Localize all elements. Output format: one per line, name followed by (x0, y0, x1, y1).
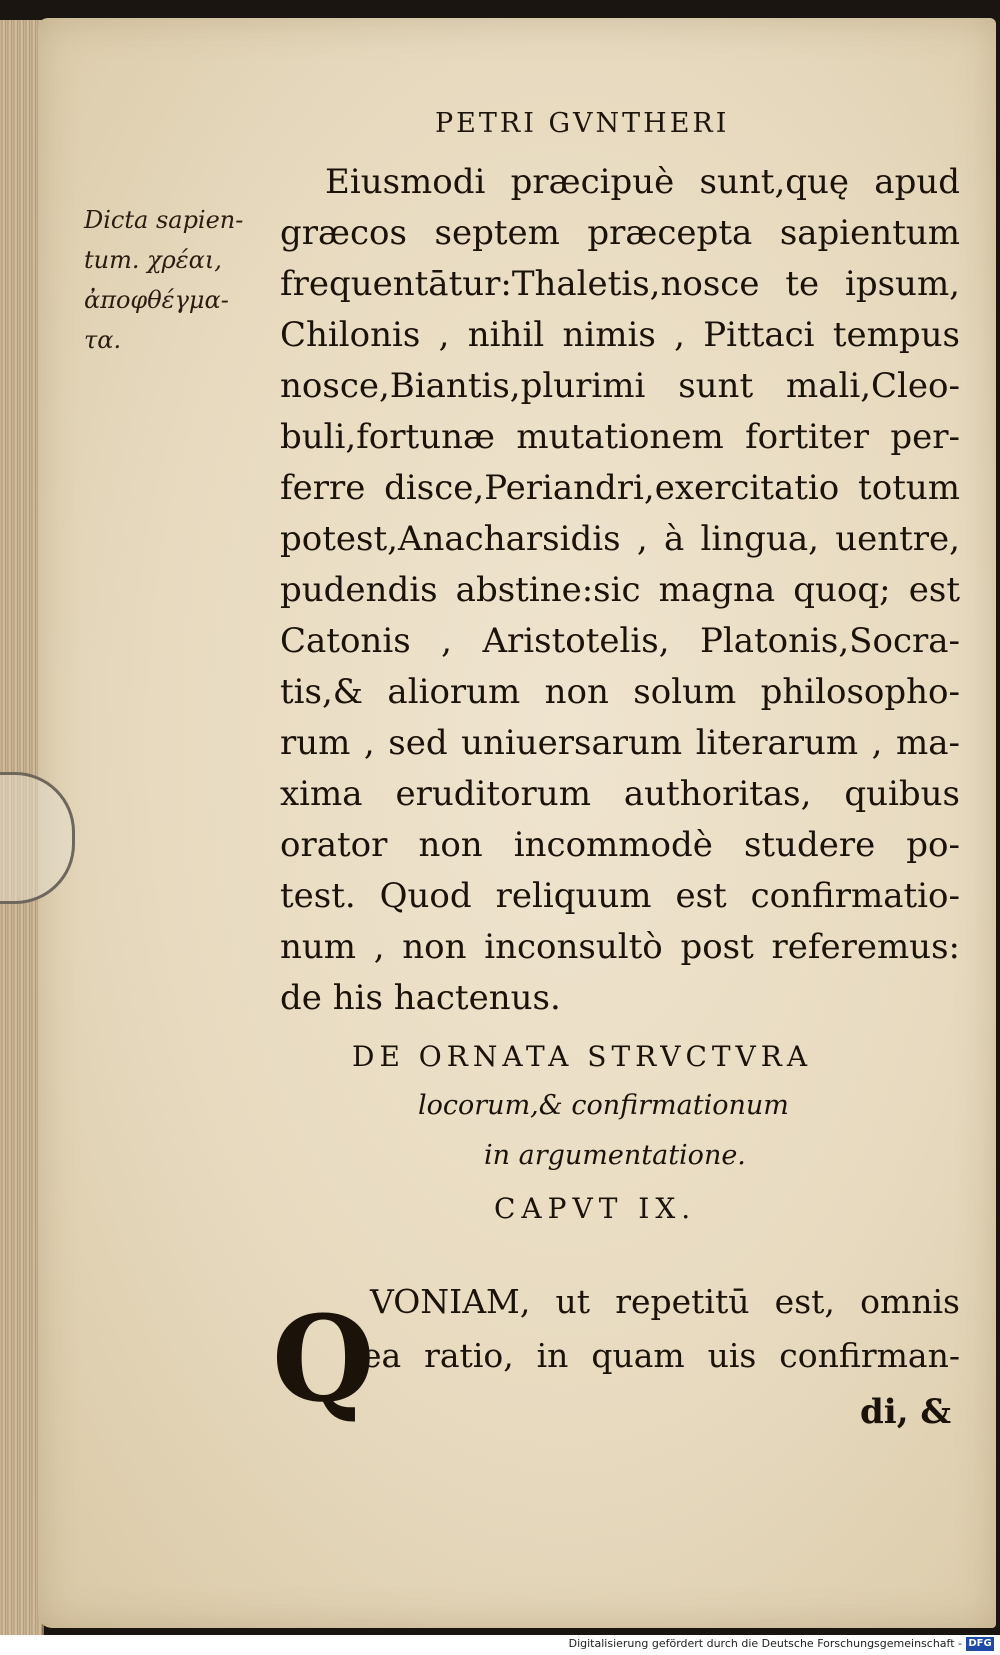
marginal-note-line: ἀποφθέγμα- (84, 286, 229, 314)
body-text-line: potest,Anacharsidis , à lingua, uentre, (280, 519, 960, 559)
marginal-note-line: Dicta sapien- (84, 206, 244, 234)
body-text-line: test. Quod reliquum est confirmatio- (280, 876, 960, 916)
chapter-text-line: VONIAM, ut repetitū est, omnis (370, 1282, 960, 1321)
chapter-text-line: ea ratio, in quam uis confirman- (362, 1336, 960, 1375)
chapter-heading-line-1: DE ORNATA STRVCTVRA (352, 1040, 813, 1073)
body-text-line: nosce,Biantis,plurimi sunt mali,Cleo- (280, 366, 960, 406)
body-text-line: orator non incommodè studere po- (280, 825, 960, 865)
body-text-line: pudendis abstine:sic magna quoq; est (280, 570, 960, 610)
marginal-note-line: τα. (84, 326, 122, 354)
body-text-line: rum , sed uniuersarum literarum , ma- (280, 723, 960, 763)
body-text-line: Eiusmodi præcipuè sunt,quę apud (325, 162, 960, 202)
body-text-line: Catonis , Aristotelis, Platonis,Socra- (280, 621, 960, 661)
body-text-line: xima eruditorum authoritas, quibus (280, 774, 960, 814)
catchword: di, & (860, 1392, 952, 1432)
dfg-logo: DFG (966, 1637, 994, 1651)
running-head: PETRI GVNTHERI (435, 108, 730, 139)
body-text-line: de his hactenus. (280, 978, 561, 1018)
body-text-line: num , non inconsultò post referemus: (280, 927, 960, 967)
drop-cap-initial: Q (272, 1289, 375, 1428)
body-text-line: buli,fortunæ mutationem fortiter per- (280, 417, 960, 457)
digitization-credit: Digitalisierung gefördert durch die Deutsche Forschungsgemeinschaft - (568, 1637, 962, 1650)
body-text-line: Chilonis , nihil nimis , Pittaci tempus (280, 315, 960, 355)
body-text-line: ferre disce,Periandri,exercitatio totum (280, 468, 960, 508)
marginal-note-line: tum. χρέαι, (84, 246, 222, 274)
marginal-note (84, 200, 274, 360)
body-text-line: tis,& aliorum non solum philosopho- (280, 672, 960, 712)
chapter-heading-line-2: locorum,& confirmationum (418, 1090, 789, 1121)
body-text-line: græcos septem præcepta sapientum (280, 213, 960, 253)
body-text-line: frequentātur:Thaletis,nosce te ipsum, (280, 264, 960, 304)
chapter-number: CAPVT IX. (494, 1192, 697, 1225)
chapter-heading-line-3: in argumentatione. (484, 1140, 746, 1171)
